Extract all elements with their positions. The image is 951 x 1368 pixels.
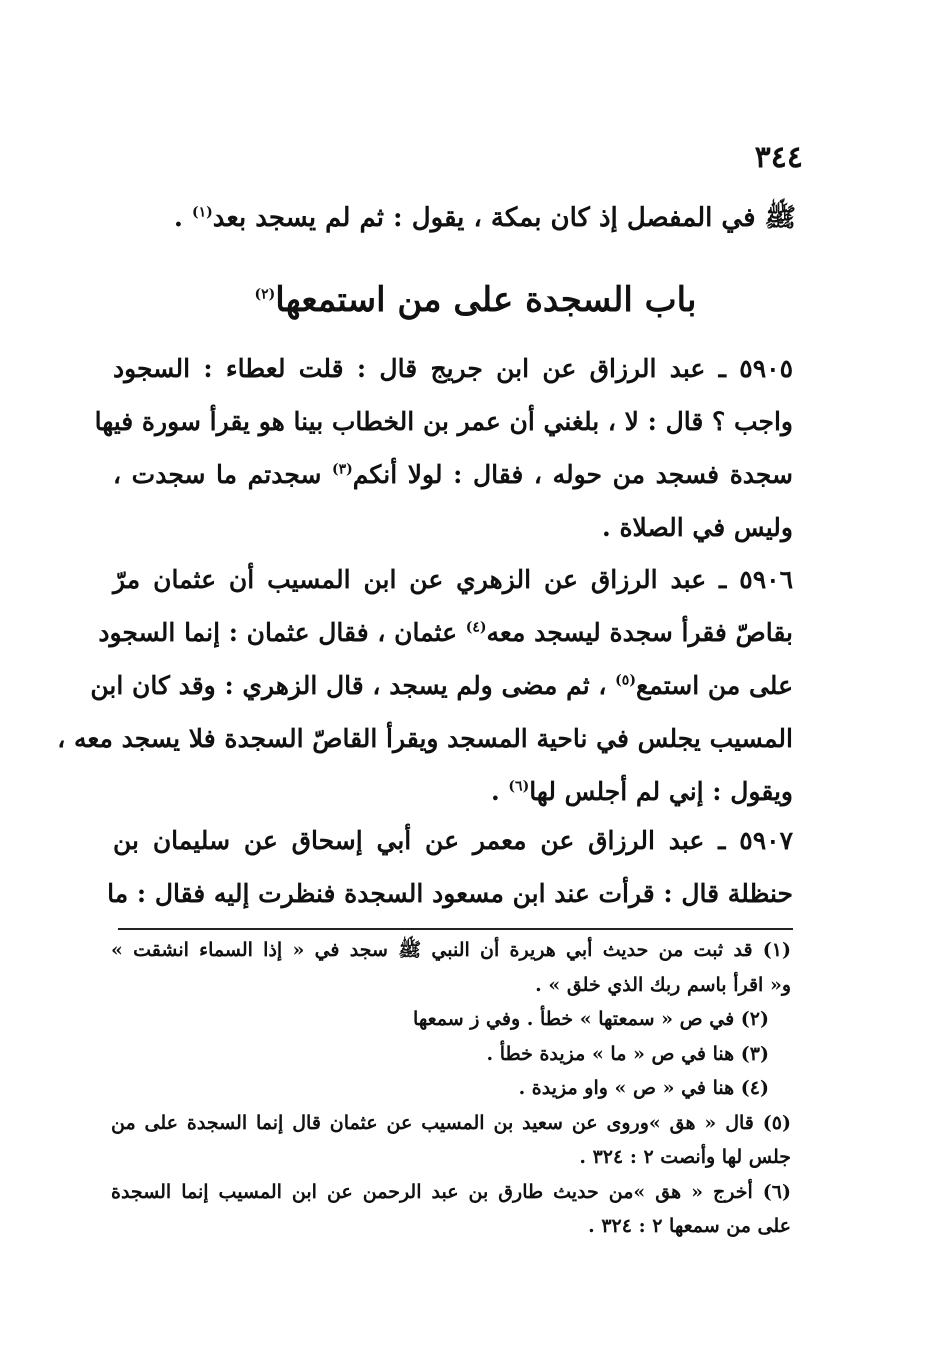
footnote-line: (٥) قال « هق »وروى عن سعيد بن المسيب عن عثمان قال إنما السجدة على من — [111, 1111, 791, 1134]
chapter-title-text: باب السجدة على من استمعها — [275, 280, 697, 320]
text-segment: عثمان ، فقال عثمان : إنما السجود — [98, 618, 466, 647]
text-line: واجب ؟ قال : لا ، بلغني أن عمر بن الخطاب بينا هو يقرأ سورة فيها — [94, 407, 793, 436]
footnote-ref: (٤) — [465, 619, 487, 636]
text-segment: سجدتم ما سجدت ، — [113, 460, 333, 489]
footnote-line: (٢) في ص « سمعتها » خطأ . وفي ز سمعها — [413, 1008, 769, 1030]
text-line: وليس في الصلاة . — [602, 513, 793, 542]
text-segment: بقاصّ فقرأ سجدة ليسجد معه — [486, 618, 793, 647]
continued-text-line — [156, 198, 796, 238]
hadith-5907 — [107, 814, 793, 920]
text-segment: سجدة فسجد من حوله ، فقال : لولا أنكم — [352, 460, 793, 489]
text-line — [113, 765, 793, 818]
text-segment: ويقول : إني لم أجلس لها — [529, 777, 793, 806]
footnote-line: و« اقرأ باسم ربك الذي خلق » . — [535, 973, 791, 996]
footnote-line: (٦) أخرج « هق »من حديث طارق بن عبد الرحمن عن ابن المسيب إنما السجدة — [111, 1180, 791, 1203]
continued-text-end: . — [173, 203, 192, 233]
footnote-ref: (٢) — [254, 286, 276, 303]
text-segment: ، ثم مضى ولم يسجد ، قال الزهري : وقد كان ابن — [90, 671, 616, 700]
footnote-ref: (٥) — [615, 672, 636, 689]
footnote-separator — [118, 928, 793, 930]
footnotes — [111, 933, 791, 1244]
footnote-ref: (٦) — [508, 778, 530, 795]
footnote-line: على من سمعها ٢ : ٣٢٤ . — [588, 1215, 791, 1237]
text-line: حنظلة قال : قرأت عند ابن مسعود السجدة فنظرت إليه فقال : ما — [107, 879, 793, 908]
hadith-5906 — [57, 553, 793, 818]
continued-text: ﷺ في المفصل إذ كان بمكة ، يقول : ثم لم يسجد بعد — [212, 203, 796, 233]
footnote-line: (٣) هنا في ص « ما » مزيدة خطأ . — [486, 1042, 769, 1065]
hadith-5905 — [94, 342, 793, 554]
chapter-title — [0, 275, 951, 325]
footnote-line: (٤) هنا في « ص » واو مزيدة . — [518, 1077, 769, 1099]
text-segment: على من استمع — [635, 671, 793, 700]
text-line — [90, 659, 793, 712]
text-segment: . — [490, 777, 509, 806]
text-line — [98, 606, 793, 659]
footnote-ref: (٣) — [332, 461, 353, 478]
page-number: ٣٤٤ — [754, 140, 803, 175]
footnote-line: جلس لها وأنصت ٢ : ٣٢٤ . — [579, 1146, 791, 1168]
text-line: ٥٩٠٥ ـ عبد الرزاق عن ابن جريج قال : قلت لعطاء : السجود — [113, 354, 793, 383]
text-line: ٥٩٠٦ ـ عبد الرزاق عن الزهري عن ابن المسيب أن عثمان مرّ — [113, 565, 793, 594]
text-line: ٥٩٠٧ ـ عبد الرزاق عن معمر عن أبي إسحاق عن سليمان بن — [113, 826, 793, 855]
footnote-line: (١) قد ثبت من حديث أبي هريرة أن النبي ﷺ سجد في « إذا السماء انشقت » — [111, 939, 791, 961]
text-line — [113, 448, 793, 501]
text-line: المسيب يجلس في ناحية المسجد ويقرأ القاصّ السجدة فلا يسجد معه ، — [57, 724, 793, 753]
footnote-ref: (١) — [192, 204, 213, 221]
